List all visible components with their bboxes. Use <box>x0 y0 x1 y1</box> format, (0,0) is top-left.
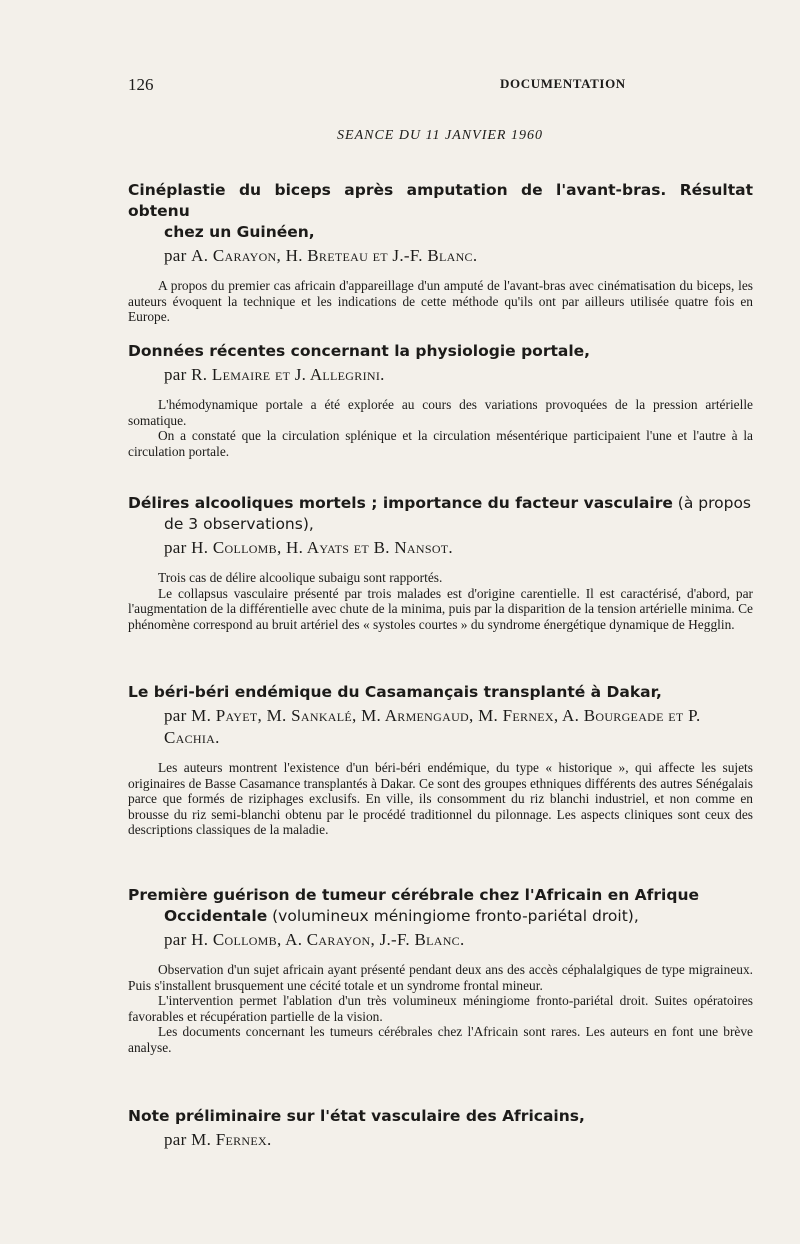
abstract-paragraph: L'hémodynamique portale a été explorée au cours des variations provoquées de la pression artérielle somatique. <box>128 397 753 428</box>
entry-authors: par M. Payet, M. Sankalé, M. Armengaud, M. Fernex, A. Bourgeade et P. Cachia. <box>164 706 701 747</box>
entry-title <box>128 493 753 535</box>
entry-title <box>128 180 753 243</box>
entry-title <box>128 1106 753 1127</box>
abstract-paragraph: Les auteurs montrent l'existence d'un béri-béri endémique, du type « historique », qui affecte les sujets originaires de Basse Casamance transplantés à Dakar. Ce sont des groupes ethniques différents des autres Sénégalais parce que formés de riziphages exclusifs. En ville, ils consomment du riz blanchi industriel, et non comme en brousse du riz semi-blanchi obtenu par le procédé traditionnel du pilonnage. Les aspects cliniques sont ceux des descriptions classiques de la maladie. <box>128 760 753 838</box>
entry-abstract <box>128 962 753 1056</box>
abstract-paragraph: Les documents concernant les tumeurs cérébrales chez l'Africain sont rares. Les auteurs en font une brève analyse. <box>128 1024 753 1055</box>
entry-authors: par R. Lemaire et J. Allegrini. <box>164 365 385 384</box>
running-title: DOCUMENTATION <box>500 76 626 91</box>
entry-title-line1: Note préliminaire sur l'état vasculaire des Africains, <box>128 1107 585 1125</box>
entry-abstract <box>128 278 753 325</box>
entry-etat-vasculaire <box>128 1106 753 1151</box>
entry-title-line1: Données récentes concernant la physiologie portale, <box>128 342 591 360</box>
entry-delires-alcooliques <box>128 493 753 632</box>
entry-abstract <box>128 397 753 459</box>
abstract-paragraph: On a constaté que la circulation splénique et la circulation mésentérique participaient l'une et l'autre à la circulation portale. <box>128 428 753 459</box>
abstract-paragraph: Observation d'un sujet africain ayant présenté pendant deux ans des accès céphalalgiques de type migraineux. Puis s'installent brusquement une cécité totale et un syndrome frontal mineur. <box>128 962 753 993</box>
page-number: 126 <box>128 75 154 94</box>
entry-title-bold: Délires alcooliques mortels ; importance du facteur vasculaire <box>128 494 673 512</box>
entry-title <box>128 341 753 362</box>
entry-abstract <box>128 760 753 838</box>
entry-title-line1: Cinéplastie du biceps après amputation de l'avant-bras. Résultat obtenu <box>128 181 753 220</box>
entry-title <box>128 682 753 703</box>
entry-beri-beri <box>128 682 753 838</box>
entry-title-rest: (à propos <box>672 494 752 512</box>
entry-authors: par H. Collomb, A. Carayon, J.-F. Blanc. <box>164 930 465 949</box>
entry-physiologie-portale <box>128 341 753 459</box>
entry-title-line1 <box>128 493 753 514</box>
abstract-paragraph: A propos du premier cas africain d'appareillage d'un amputé de l'avant-bras avec cinématisation du biceps, les auteurs évoquent la technique et les indications de cette méthode qu'ils ont par ailleurs utilisée quatre fois en Europe. <box>128 278 753 325</box>
abstract-paragraph: L'intervention permet l'ablation d'un très volumineux méningiome fronto-pariétal droit. Suites opératoires favorables et récupération partielle de la vision. <box>128 993 753 1024</box>
entry-authors: par M. Fernex. <box>164 1130 272 1149</box>
abstract-paragraph: Trois cas de délire alcoolique subaigu sont rapportés. <box>158 570 443 585</box>
session-heading: SEANCE DU 11 JANVIER 1960 <box>337 128 543 143</box>
entry-title <box>128 885 753 927</box>
entry-title-line1: Première guérison de tumeur cérébrale chez l'Africain en Afrique <box>128 886 699 904</box>
entry-title-line2 <box>128 906 753 927</box>
entry-title-line2: de 3 observations), <box>164 515 314 533</box>
entry-tumeur-cerebrale <box>128 885 753 1056</box>
entry-cineplastie <box>128 180 753 325</box>
entry-authors: par H. Collomb, H. Ayats et B. Nansot. <box>164 538 453 557</box>
entry-title-rest: (volumineux méningiome fronto-pariétal droit), <box>267 907 639 925</box>
abstract-paragraph: Le collapsus vasculaire présenté par trois malades est d'origine carentielle. Il est caractérisé, d'abord, par l'augmentation de la différentielle avec chute de la minima, puis par la disparition de la tension artérielle minima. Ce phénomène correspond au bruit artériel des « systoles courtes » du syndrome énergétique dynamique de Hegglin. <box>128 585 753 632</box>
entry-title-bold: Occidentale <box>164 907 268 925</box>
entry-abstract <box>128 570 753 632</box>
entry-authors: par A. Carayon, H. Breteau et J.-F. Blanc. <box>164 246 478 265</box>
entry-title-line2: chez un Guinéen, <box>164 223 315 241</box>
entry-title-line1: Le béri-béri endémique du Casamançais transplanté à Dakar, <box>128 683 662 701</box>
page-header <box>128 75 753 95</box>
